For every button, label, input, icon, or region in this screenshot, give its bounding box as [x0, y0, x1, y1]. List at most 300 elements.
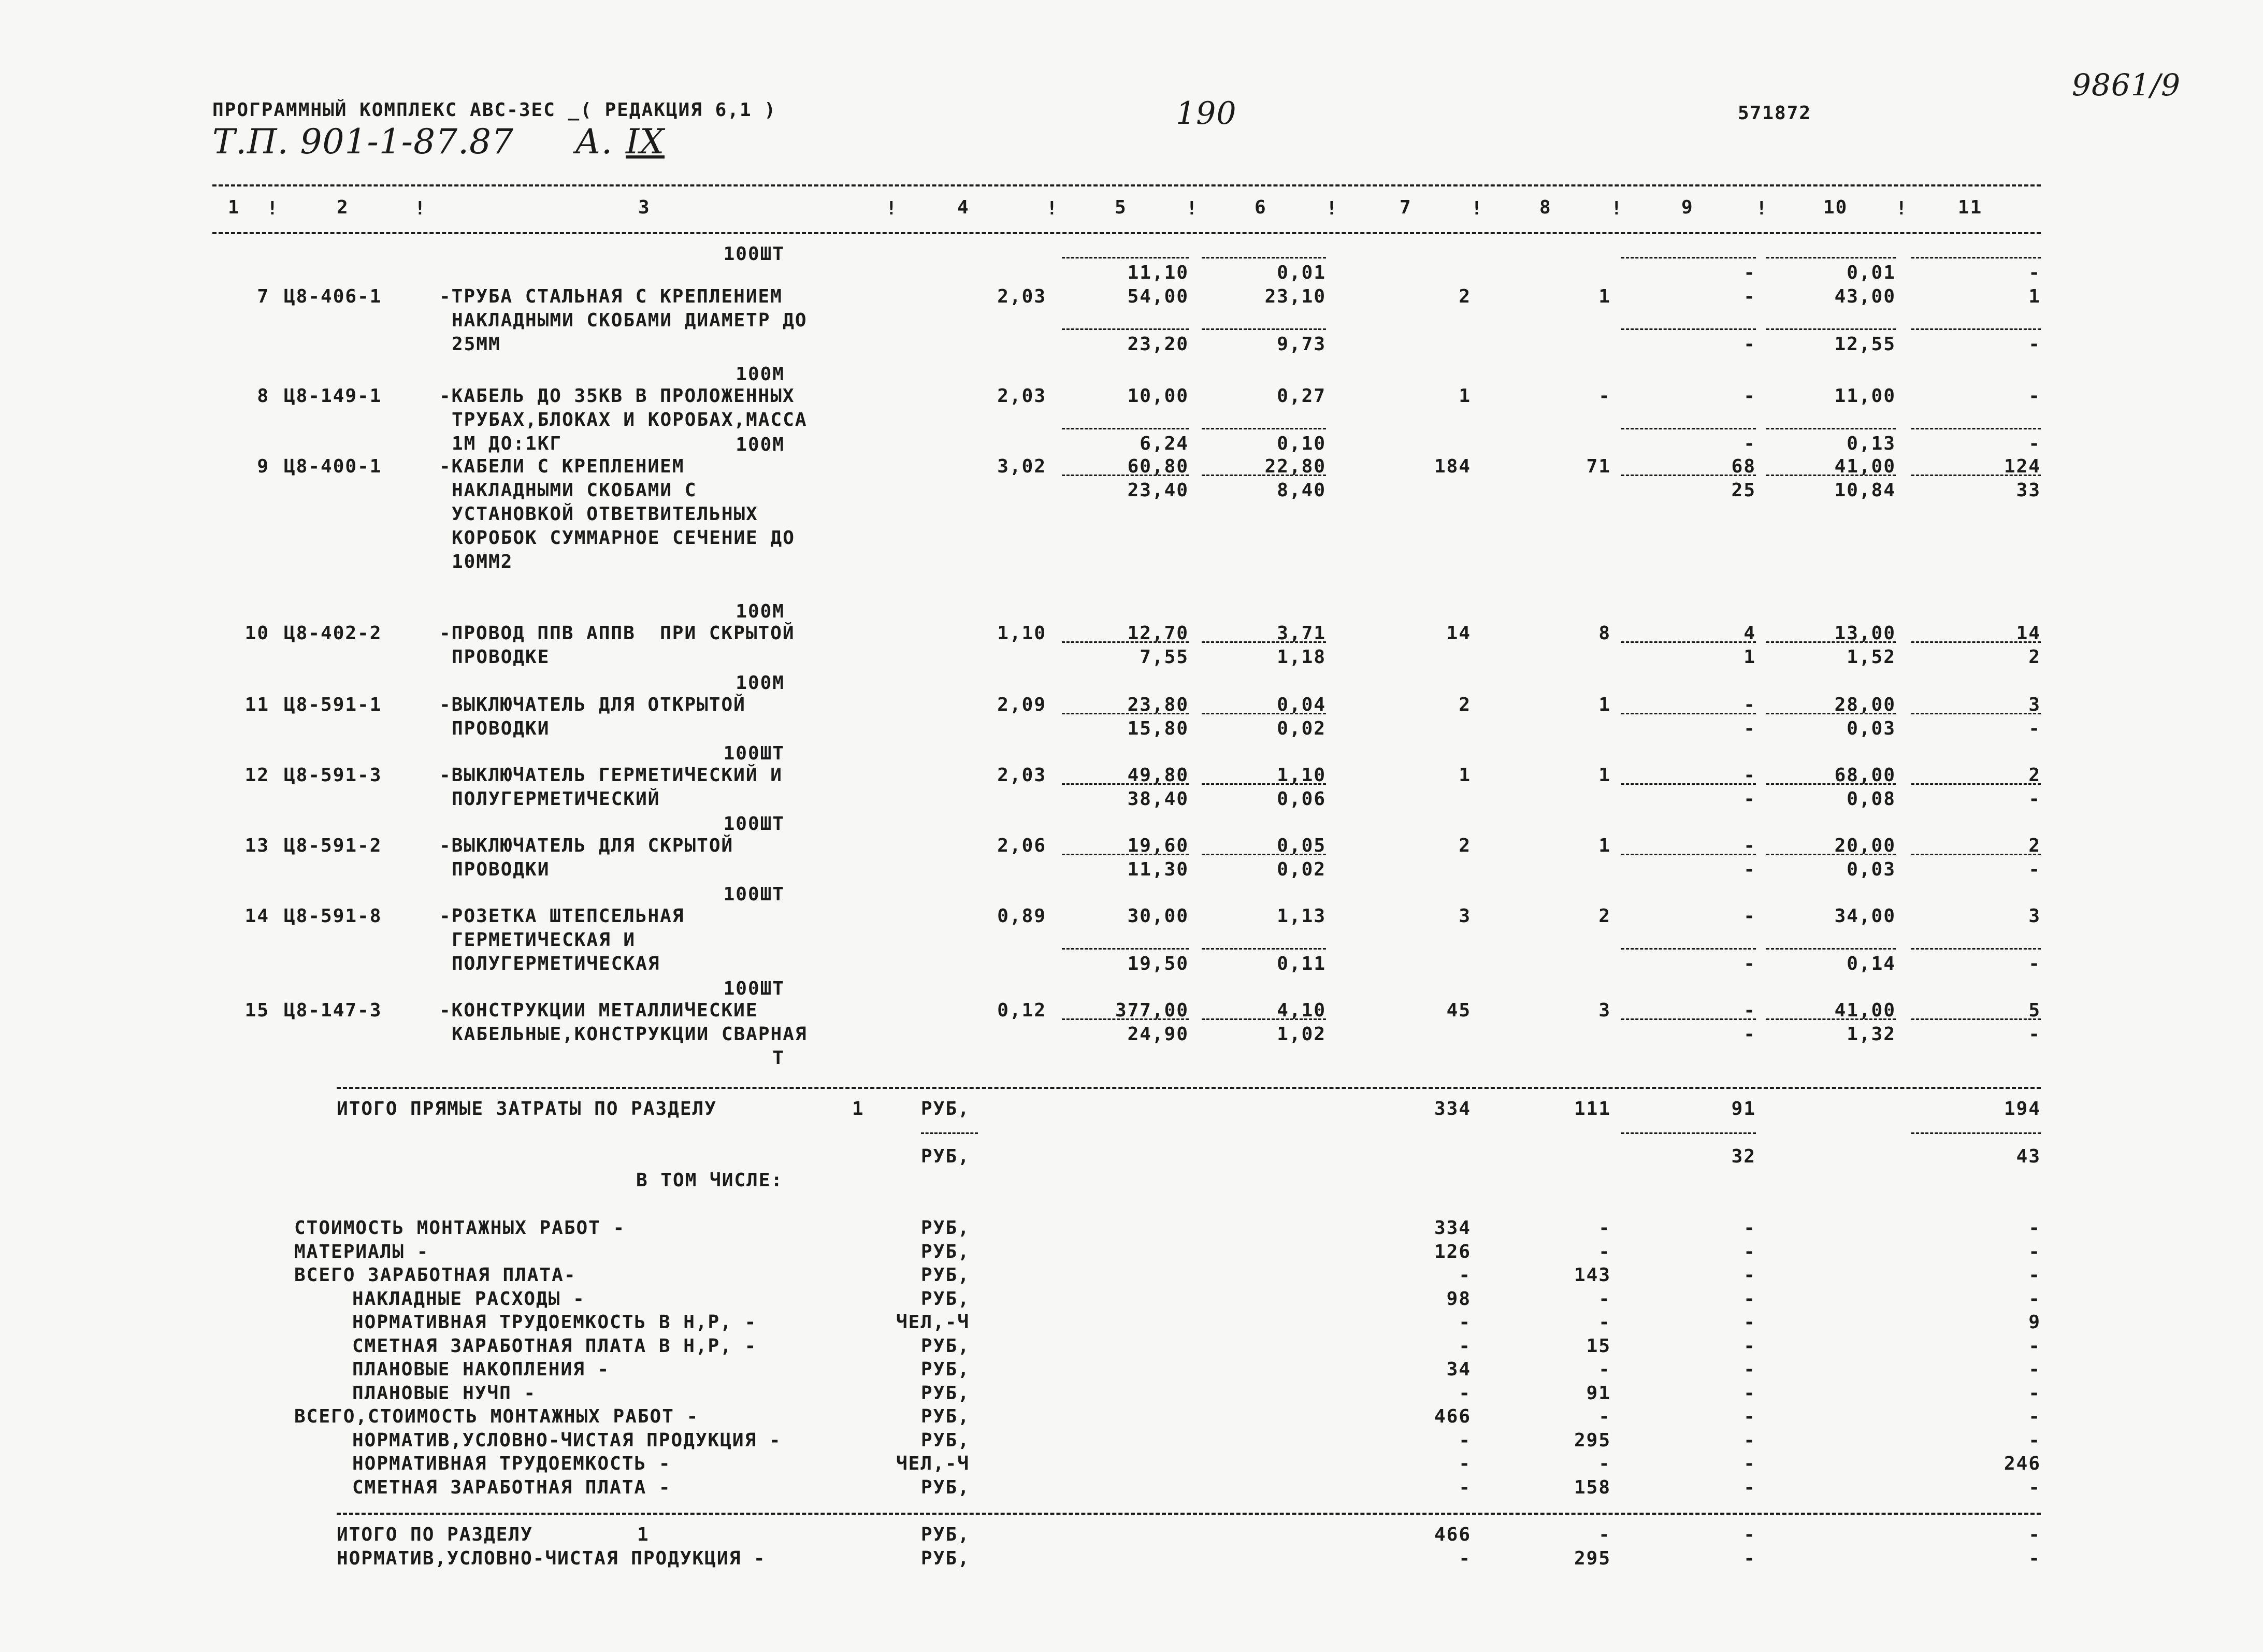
- labor-machinist: 0,03: [1847, 859, 1896, 880]
- summary-col7: 34: [1446, 1359, 1471, 1380]
- summary-label: МАТЕРИАЛЫ -: [294, 1241, 429, 1262]
- value-rule: [1621, 641, 1756, 643]
- value-rule: [1766, 948, 1896, 950]
- value-rule: [1202, 475, 1326, 476]
- summary-unit: РУБ,: [921, 1265, 970, 1286]
- labor-per-unit: 13,00: [1834, 623, 1896, 644]
- column-separator: !: [1326, 198, 1338, 219]
- machines-cost: 2: [1598, 906, 1611, 927]
- labor-machinist-total: -: [2028, 788, 2041, 810]
- column-header-3: 3: [638, 197, 651, 218]
- final-section: 1: [637, 1524, 650, 1545]
- summary-col9: -: [1743, 1335, 1756, 1357]
- labor-total: 3: [2028, 694, 2041, 715]
- machines-cost: 1: [1598, 765, 1611, 786]
- unit-price: 60,80: [1127, 456, 1189, 477]
- summary-col7: -: [1459, 1312, 1471, 1333]
- labor-machinist: 1,32: [1847, 1024, 1896, 1045]
- value-rule: [1766, 641, 1896, 643]
- final-label: ИТОГО ПО РАЗДЕЛУ: [337, 1524, 533, 1545]
- row-number: 12: [244, 765, 269, 786]
- summary-col9: -: [1743, 1288, 1756, 1310]
- value-rule: [1766, 475, 1896, 476]
- final-col11: -: [2028, 1548, 2041, 1569]
- machines-cost: 1: [1598, 835, 1611, 856]
- machines-price: 1,13: [1277, 906, 1326, 927]
- labor-machinist-total: -: [2028, 859, 2041, 880]
- totals-rule: [1911, 1132, 2041, 1134]
- summary-unit: РУБ,: [921, 1241, 970, 1262]
- work-description: -ТРУБА СТАЛЬНАЯ С КРЕПЛЕНИЕМ: [439, 286, 783, 307]
- row-number: 13: [244, 835, 269, 856]
- value-rule: [1911, 854, 2041, 855]
- machinist-salary: 0,11: [1277, 953, 1326, 974]
- labor-per-unit: 20,00: [1834, 835, 1896, 856]
- machinist-salary: 0,02: [1277, 718, 1326, 739]
- summary-col11: -: [2028, 1335, 2041, 1357]
- totals-section: 1: [852, 1098, 864, 1119]
- value-rule: [1766, 428, 1896, 429]
- unit-of-measure: 100ШТ: [723, 884, 785, 905]
- value-rule: [1911, 428, 2041, 429]
- work-description: ПРОВОДКЕ: [452, 647, 550, 668]
- labor-total: 2: [2028, 765, 2041, 786]
- total-cost: 2: [1459, 694, 1471, 715]
- rate-code: Ц8-591-1: [284, 694, 382, 715]
- totals-col11: 194: [2003, 1098, 2041, 1119]
- summary-col9: -: [1743, 1382, 1756, 1404]
- summary-col11: -: [2028, 1476, 2041, 1498]
- final-col7: -: [1459, 1548, 1471, 1569]
- final-rule-top: [337, 1513, 2041, 1515]
- totals-col7: 334: [1434, 1098, 1471, 1119]
- summary-col9: -: [1743, 1359, 1756, 1380]
- totals-rule-top: [337, 1087, 2041, 1089]
- pre-col11: -: [2028, 262, 2041, 283]
- unit-of-measure: 100М: [736, 672, 785, 694]
- work-description: ПОЛУГЕРМЕТИЧЕСКИЙ: [452, 788, 660, 810]
- column-separator: !: [1186, 198, 1199, 219]
- work-description: УСТАНОВКОЙ ОТВЕТВИТЕЛЬНЫХ: [452, 504, 758, 525]
- value-rule: [1621, 428, 1756, 429]
- summary-col8: 91: [1586, 1382, 1611, 1404]
- unit-of-measure: 100М: [736, 434, 785, 455]
- final-col7: 466: [1434, 1524, 1471, 1545]
- value-rule: [1062, 948, 1189, 950]
- totals-label: ИТОГО ПРЯМЫЕ ЗАТРАТЫ ПО РАЗДЕЛУ: [337, 1098, 717, 1119]
- final-label: НОРМАТИВ,УСЛОВНО-ЧИСТАЯ ПРОДУКЦИЯ -: [337, 1548, 766, 1569]
- summary-col11: -: [2028, 1217, 2041, 1239]
- value-rule: [1062, 428, 1189, 429]
- labor-total: 5: [2028, 1000, 2041, 1021]
- labor-machinist-total: -: [2028, 433, 2041, 454]
- final-col11: -: [2028, 1524, 2041, 1545]
- value-rule: [1621, 713, 1756, 714]
- value-rule: [1766, 1018, 1896, 1020]
- page-number: 190: [1176, 95, 1237, 132]
- total-cost: 3: [1459, 906, 1471, 927]
- value-rule: [1202, 428, 1326, 429]
- labor-per-unit: 68,00: [1834, 765, 1896, 786]
- value-rule: [1202, 641, 1326, 643]
- value-rule: [1911, 257, 2041, 258]
- labor-total: -: [2028, 385, 2041, 407]
- totals-unit: РУБ,: [921, 1098, 970, 1119]
- machines-cost: -: [1598, 385, 1611, 407]
- summary-unit: РУБ,: [921, 1217, 970, 1239]
- summary-col8: -: [1598, 1406, 1611, 1427]
- value-rule: [1202, 328, 1326, 330]
- value-rule: [1621, 1018, 1756, 1020]
- summary-label: СМЕТНАЯ ЗАРАБОТНАЯ ПЛАТА В Н,Р, -: [352, 1335, 757, 1357]
- summary-unit: РУБ,: [921, 1476, 970, 1498]
- work-description: НАКЛАДНЫМИ СКОБАМИ С: [452, 480, 697, 501]
- final-unit: РУБ,: [921, 1548, 970, 1569]
- total-cost: 1: [1459, 765, 1471, 786]
- column-separator: !: [1896, 198, 1908, 219]
- rate-code: Ц8-591-3: [284, 765, 382, 786]
- totals-rule: [1621, 1132, 1756, 1134]
- labor-total: 2: [2028, 835, 2041, 856]
- totals-col9-2: 32: [1731, 1146, 1756, 1167]
- album-number: IX: [626, 122, 665, 162]
- rate-code: Ц8-591-2: [284, 835, 382, 856]
- work-description: НАКЛАДНЫМИ СКОБАМИ ДИАМЕТР ДО: [452, 310, 808, 331]
- value-rule: [1621, 257, 1756, 258]
- summary-label: ВСЕГО ЗАРАБОТНАЯ ПЛАТА-: [294, 1265, 576, 1286]
- salary-col9: -: [1743, 859, 1756, 880]
- machinist-salary: 9,73: [1277, 334, 1326, 355]
- work-description: -ВЫКЛЮЧАТЕЛЬ ДЛЯ ОТКРЫТОЙ: [439, 694, 746, 715]
- pre-base-machines: 0,01: [1277, 262, 1326, 283]
- total-cost: 45: [1446, 1000, 1471, 1021]
- rate-code: Ц8-149-1: [284, 385, 382, 407]
- wage-cost: -: [1743, 286, 1756, 307]
- work-description: -ВЫКЛЮЧАТЕЛЬ ДЛЯ СКРЫТОЙ: [439, 835, 734, 856]
- unit-of-measure: 100ШТ: [723, 978, 785, 999]
- salary-col9: -: [1743, 788, 1756, 810]
- pre-col10: 0,01: [1847, 262, 1896, 283]
- summary-unit: РУБ,: [921, 1359, 970, 1380]
- salary-col9: -: [1743, 718, 1756, 739]
- column-separator: !: [1756, 198, 1768, 219]
- value-rule: [1766, 257, 1896, 258]
- labor-machinist: 0,08: [1847, 788, 1896, 810]
- work-description: -КОНСТРУКЦИИ МЕТАЛЛИЧЕСКИЕ: [439, 1000, 758, 1021]
- summary-col9: -: [1743, 1453, 1756, 1474]
- work-description: 1М ДО:1КГ: [452, 433, 563, 454]
- work-description: ПРОВОДКИ: [452, 859, 550, 880]
- salary-col9: -: [1743, 953, 1756, 974]
- unit-of-measure: 100ШТ: [723, 743, 785, 764]
- value-rule: [1202, 948, 1326, 950]
- value-rule: [1062, 475, 1189, 476]
- column-separator: !: [414, 198, 427, 219]
- column-header-11: 11: [1958, 197, 1983, 218]
- value-rule: [1911, 328, 2041, 330]
- total-cost: 2: [1459, 286, 1471, 307]
- machines-cost: 1: [1598, 286, 1611, 307]
- work-description: КАБЕЛЬНЫЕ,КОНСТРУКЦИИ СВАРНАЯ: [452, 1024, 808, 1045]
- machines-price: 3,71: [1277, 623, 1326, 644]
- quantity: 3,02: [997, 456, 1046, 477]
- summary-col8: 158: [1574, 1476, 1611, 1498]
- including-label: В ТОМ ЧИСЛЕ:: [636, 1170, 784, 1191]
- total-cost: 2: [1459, 835, 1471, 856]
- summary-col11: -: [2028, 1382, 2041, 1404]
- labor-per-unit: 43,00: [1834, 286, 1896, 307]
- wage-cost: -: [1743, 385, 1756, 407]
- summary-col8: -: [1598, 1241, 1611, 1262]
- value-rule: [1911, 1018, 2041, 1020]
- summary-col8: -: [1598, 1217, 1611, 1239]
- summary-col11: -: [2028, 1359, 2041, 1380]
- wage-cost: -: [1743, 1000, 1756, 1021]
- work-description: 25ММ: [452, 334, 501, 355]
- labor-per-unit: 34,00: [1834, 906, 1896, 927]
- labor-machinist-total: 2: [2028, 647, 2041, 668]
- wage-cost: -: [1743, 906, 1756, 927]
- labor-total: 3: [2028, 906, 2041, 927]
- rate-code: Ц8-591-8: [284, 906, 382, 927]
- total-cost: 1: [1459, 385, 1471, 407]
- value-rule: [1062, 328, 1189, 330]
- salary-price: 6,24: [1140, 433, 1189, 454]
- value-rule: [1062, 854, 1189, 855]
- row-number: 14: [244, 906, 269, 927]
- labor-per-unit: 41,00: [1834, 456, 1896, 477]
- column-header-9: 9: [1681, 197, 1694, 218]
- work-description: КОРОБОК СУММАРНОЕ СЕЧЕНИЕ ДО: [452, 527, 795, 549]
- labor-machinist-total: -: [2028, 953, 2041, 974]
- final-col8: -: [1598, 1524, 1611, 1545]
- value-rule: [1621, 475, 1756, 476]
- quantity: 1,10: [997, 623, 1046, 644]
- machinist-salary: 0,06: [1277, 788, 1326, 810]
- value-rule: [1621, 328, 1756, 330]
- summary-label: НОРМАТИВНАЯ ТРУДОЕМКОСТЬ -: [352, 1453, 671, 1474]
- wage-cost: 4: [1743, 623, 1756, 644]
- wage-cost: 68: [1731, 456, 1756, 477]
- salary-price: 38,40: [1127, 788, 1189, 810]
- summary-label: НОРМАТИВ,УСЛОВНО-ЧИСТАЯ ПРОДУКЦИЯ -: [352, 1429, 782, 1451]
- totals-col11-2: 43: [2016, 1146, 2041, 1167]
- totals-col9: 91: [1731, 1098, 1756, 1119]
- machines-price: 4,10: [1277, 1000, 1326, 1021]
- labor-machinist: 12,55: [1834, 334, 1896, 355]
- summary-col9: -: [1743, 1241, 1756, 1262]
- summary-unit: ЧЕЛ,-Ч: [896, 1312, 970, 1333]
- machines-price: 0,05: [1277, 835, 1326, 856]
- machines-price: 22,80: [1264, 456, 1326, 477]
- totals-col8: 111: [1574, 1098, 1611, 1119]
- summary-col11: -: [2028, 1406, 2041, 1427]
- value-rule: [1202, 713, 1326, 714]
- machines-cost: 1: [1598, 694, 1611, 715]
- machinist-salary: 0,10: [1277, 433, 1326, 454]
- value-rule: [1766, 783, 1896, 785]
- value-rule: [1202, 257, 1326, 258]
- summary-col7: -: [1459, 1335, 1471, 1357]
- wage-cost: -: [1743, 765, 1756, 786]
- unit-price: 12,70: [1127, 623, 1189, 644]
- value-rule: [1202, 854, 1326, 855]
- summary-col9: -: [1743, 1476, 1756, 1498]
- final-unit: РУБ,: [921, 1524, 970, 1545]
- row-number: 15: [244, 1000, 269, 1021]
- labor-total: 124: [2003, 456, 2041, 477]
- work-description: ПОЛУГЕРМЕТИЧЕСКАЯ: [452, 953, 660, 974]
- column-header-1: 1: [228, 197, 240, 218]
- labor-machinist-total: -: [2028, 718, 2041, 739]
- work-description: -КАБЕЛИ С КРЕПЛЕНИЕМ: [439, 456, 685, 477]
- column-separator: !: [267, 198, 279, 219]
- column-separator: !: [1046, 198, 1059, 219]
- machines-cost: 8: [1598, 623, 1611, 644]
- column-separator: !: [886, 198, 898, 219]
- summary-label: НАКЛАДНЫЕ РАСХОДЫ -: [352, 1288, 585, 1310]
- pre-base-price: 11,10: [1127, 262, 1189, 283]
- wage-cost: -: [1743, 694, 1756, 715]
- labor-per-unit: 11,00: [1834, 385, 1896, 407]
- summary-col8: 295: [1574, 1429, 1611, 1451]
- unit-of-measure: Т: [772, 1047, 785, 1069]
- quantity: 2,09: [997, 694, 1046, 715]
- value-rule: [1911, 641, 2041, 643]
- unit-price: 19,60: [1127, 835, 1189, 856]
- value-rule: [1202, 1018, 1326, 1020]
- summary-col9: -: [1743, 1265, 1756, 1286]
- unit-of-measure: 100М: [736, 364, 785, 385]
- summary-label: СМЕТНАЯ ЗАРАБОТНАЯ ПЛАТА -: [352, 1476, 671, 1498]
- value-rule: [1766, 713, 1896, 714]
- salary-col9: -: [1743, 1024, 1756, 1045]
- column-separator: !: [1611, 198, 1623, 219]
- summary-col11: -: [2028, 1265, 2041, 1286]
- column-header-10: 10: [1823, 197, 1848, 218]
- work-description: ПРОВОДКИ: [452, 718, 550, 739]
- value-rule: [1621, 948, 1756, 950]
- value-rule: [1062, 641, 1189, 643]
- labor-per-unit: 41,00: [1834, 1000, 1896, 1021]
- value-rule: [1911, 475, 2041, 476]
- quantity: 0,12: [997, 1000, 1046, 1021]
- program-title: ПРОГРАММНЫЙ КОМПЛЕКС АВС-3ЕС _( РЕДАКЦИЯ 6,1 ): [212, 99, 776, 121]
- value-rule: [1062, 257, 1189, 258]
- labor-machinist: 0,03: [1847, 718, 1896, 739]
- summary-col7: -: [1459, 1382, 1471, 1404]
- unit-price: 49,80: [1127, 765, 1189, 786]
- salary-price: 19,50: [1127, 953, 1189, 974]
- machinist-salary: 1,18: [1277, 647, 1326, 668]
- value-rule: [1062, 783, 1189, 785]
- machines-price: 1,10: [1277, 765, 1326, 786]
- summary-label: НОРМАТИВНАЯ ТРУДОЕМКОСТЬ В Н,Р, -: [352, 1312, 757, 1333]
- summary-col8: -: [1598, 1453, 1611, 1474]
- value-rule: [1621, 854, 1756, 855]
- total-cost: 184: [1434, 456, 1471, 477]
- summary-unit: РУБ,: [921, 1429, 970, 1451]
- unit-price: 10,00: [1127, 385, 1189, 407]
- summary-unit: РУБ,: [921, 1406, 970, 1427]
- unit-price: 54,00: [1127, 286, 1189, 307]
- labor-machinist: 10,84: [1834, 480, 1896, 501]
- quantity: 2,03: [997, 286, 1046, 307]
- work-description: -КАБЕЛЬ ДО 35КВ В ПРОЛОЖЕННЫХ: [439, 385, 795, 407]
- summary-col7: -: [1459, 1429, 1471, 1451]
- salary-price: 23,40: [1127, 480, 1189, 501]
- summary-col11: 246: [2003, 1453, 2041, 1474]
- work-description: -РОЗЕТКА ШТЕПСЕЛЬНАЯ: [439, 906, 685, 927]
- column-header-7: 7: [1400, 197, 1412, 218]
- work-description: 10ММ2: [452, 551, 513, 572]
- value-rule: [1911, 713, 2041, 714]
- machinist-salary: 1,02: [1277, 1024, 1326, 1045]
- pre-col9: -: [1743, 262, 1756, 283]
- wage-cost: -: [1743, 835, 1756, 856]
- rate-code: Ц8-406-1: [284, 286, 382, 307]
- unit-of-measure: 100ШТ: [723, 813, 785, 835]
- summary-col11: 9: [2028, 1312, 2041, 1333]
- column-header-6: 6: [1255, 197, 1267, 218]
- header-rule-top: [212, 184, 2041, 186]
- summary-col7: 98: [1446, 1288, 1471, 1310]
- salary-col9: 25: [1731, 480, 1756, 501]
- quantity: 0,89: [997, 906, 1046, 927]
- unit-of-measure: 100ШТ: [723, 243, 785, 265]
- summary-col9: -: [1743, 1429, 1756, 1451]
- quantity: 2,06: [997, 835, 1046, 856]
- summary-label: ПЛАНОВЫЕ НАКОПЛЕНИЯ -: [352, 1359, 610, 1380]
- labor-machinist: 1,52: [1847, 647, 1896, 668]
- column-header-5: 5: [1115, 197, 1127, 218]
- summary-label: СТОИМОСТЬ МОНТАЖНЫХ РАБОТ -: [294, 1217, 626, 1239]
- rate-code: Ц8-147-3: [284, 1000, 382, 1021]
- labor-total: 14: [2016, 623, 2041, 644]
- album-prefix: А.: [575, 122, 613, 162]
- value-rule: [1911, 783, 2041, 785]
- column-header-2: 2: [337, 197, 349, 218]
- summary-col8: -: [1598, 1288, 1611, 1310]
- total-cost: 14: [1446, 623, 1471, 644]
- summary-col7: 466: [1434, 1406, 1471, 1427]
- value-rule: [1766, 854, 1896, 855]
- labor-per-unit: 28,00: [1834, 694, 1896, 715]
- summary-col9: -: [1743, 1217, 1756, 1239]
- summary-col8: 143: [1574, 1265, 1611, 1286]
- value-rule: [1911, 948, 2041, 950]
- summary-col7: -: [1459, 1453, 1471, 1474]
- work-description: ГЕРМЕТИЧЕСКАЯ И: [452, 929, 636, 951]
- document-code: 571872: [1738, 103, 1812, 124]
- salary-price: 24,90: [1127, 1024, 1189, 1045]
- summary-col8: -: [1598, 1359, 1611, 1380]
- work-description: -ПРОВОД ППВ АППВ ПРИ СКРЫТОЙ: [439, 623, 795, 644]
- machines-cost: 3: [1598, 1000, 1611, 1021]
- row-number: 10: [244, 623, 269, 644]
- summary-unit: РУБ,: [921, 1288, 970, 1310]
- work-description: ТРУБАХ,БЛОКАХ И КОРОБАХ,МАССА: [452, 409, 808, 430]
- value-rule: [1062, 1018, 1189, 1020]
- rate-code: Ц8-402-2: [284, 623, 382, 644]
- labor-total: 1: [2028, 286, 2041, 307]
- project-code: Т.П. 901-1-87.87: [212, 122, 514, 162]
- header-rule-bottom: [212, 232, 2041, 234]
- final-col9: -: [1743, 1548, 1756, 1569]
- labor-machinist: 0,13: [1847, 433, 1896, 454]
- final-col9: -: [1743, 1524, 1756, 1545]
- corner-mark: 9861/9: [2072, 67, 2181, 103]
